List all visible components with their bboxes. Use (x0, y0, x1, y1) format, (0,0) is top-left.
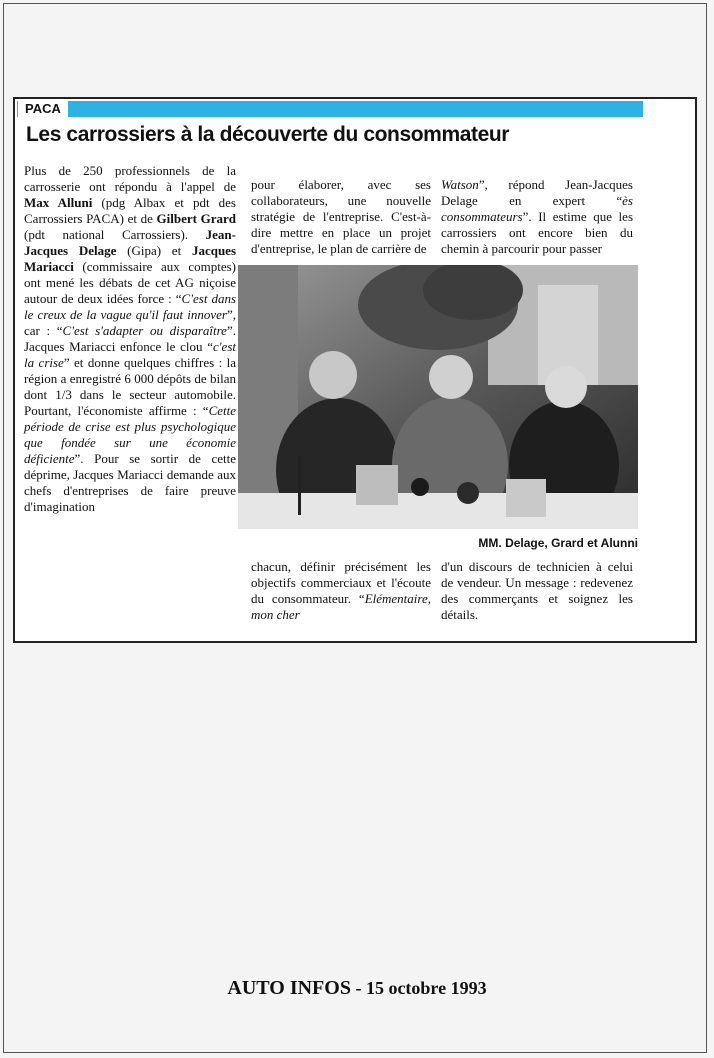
column2-bottom-text-run: Elémentaire, mon cher (251, 591, 431, 622)
publication-name: AUTO INFOS (227, 977, 351, 999)
publication-footer (0, 977, 714, 999)
headline: Les carrossiers à la découverte du consommateur (26, 123, 510, 146)
column1-text-run: (pdg Albax et pdt des Carrossiers PACA) et de (24, 195, 236, 226)
column1-text-run: Plus de 250 professionnels de la carrosserie ont répondu à l'appel de (24, 163, 236, 194)
article-column-2-top (251, 177, 431, 257)
section-band (17, 101, 643, 117)
column3-top-text-run: Watson (441, 177, 479, 192)
column1-text-run: C'est s'adapter ou disparaître (62, 323, 227, 338)
column3-top-text-run: ”. Il estime que les carrossiers ont encore bien du chemin à parcourir pour passer (441, 209, 633, 256)
section-label: PACA (18, 100, 68, 118)
column3-bottom-text-run: d'un discours de technicien à celui de vendeur. Un message : redevenez des commerçants et soignez les détails. (441, 559, 633, 622)
column1-text-run: ”, car : “ (24, 307, 236, 338)
column3-top-text-run: ès consommateurs (441, 193, 633, 224)
column1-text-run: Jean-Jacques Delage (24, 227, 236, 258)
column2-bottom-text-run: chacun, définir précisément les objectifs commerciaux et l'écoute du consommateur. “ (251, 559, 431, 606)
column1-text-run: (Gipa) et (116, 243, 192, 258)
column1-text-run: Cette période de crise est plus psychologique que fondée sur une économie déficiente (24, 403, 236, 466)
column1-text-run: ”. Pour se sortir de cette déprime, Jacques Mariacci demande aux chefs d'entreprises de faire preuve d'imagination (24, 451, 236, 514)
column2-top-text-run: pour élaborer, avec ses collaborateurs, une nouvelle stratégie de l'entreprise. C'est-à-dire mettre en place un projet d'entreprise, le plan de carrière de (251, 177, 431, 256)
column1-text-run: ”. Jacques Mariacci enfonce le clou “ (24, 323, 236, 354)
column1-text-run: (pdt national Carrossiers). (24, 227, 206, 242)
column1-text-run: Gilbert Grard (156, 211, 236, 226)
column1-text-run: c'est la crise (24, 339, 236, 370)
article-column-2-bottom (251, 559, 431, 623)
column1-text-run: Max Alluni (24, 195, 93, 210)
column1-text-run: ” et donne quelques chiffres : la région a enregistré 6 000 dépôts de bilan dont 1/3 dans le secteur automobile. Pourtant, l'économiste affirme : “ (24, 355, 237, 418)
column3-top-text-run: ”, répond Jean-Jacques Delage en expert “ (441, 177, 633, 208)
article-column-3-bottom (441, 559, 633, 623)
photo-caption: MM. Delage, Grard et Alunni (478, 536, 638, 550)
article-photo (238, 265, 638, 529)
article-clipping (13, 97, 697, 643)
column1-text-run: Jacques Mariacci (24, 243, 236, 274)
article-column-3-top (441, 177, 633, 257)
publication-date: 15 octobre 1993 (365, 978, 487, 998)
article-column-1 (24, 163, 236, 515)
column1-text-run: C'est dans le creux de la vague qu'il faut innover (24, 291, 236, 322)
footer-separator: - (350, 978, 366, 998)
column1-text-run: (commissaire aux comptes) ont mené les débats de cet AG niçoise autour de deux idées force : “ (24, 259, 236, 306)
